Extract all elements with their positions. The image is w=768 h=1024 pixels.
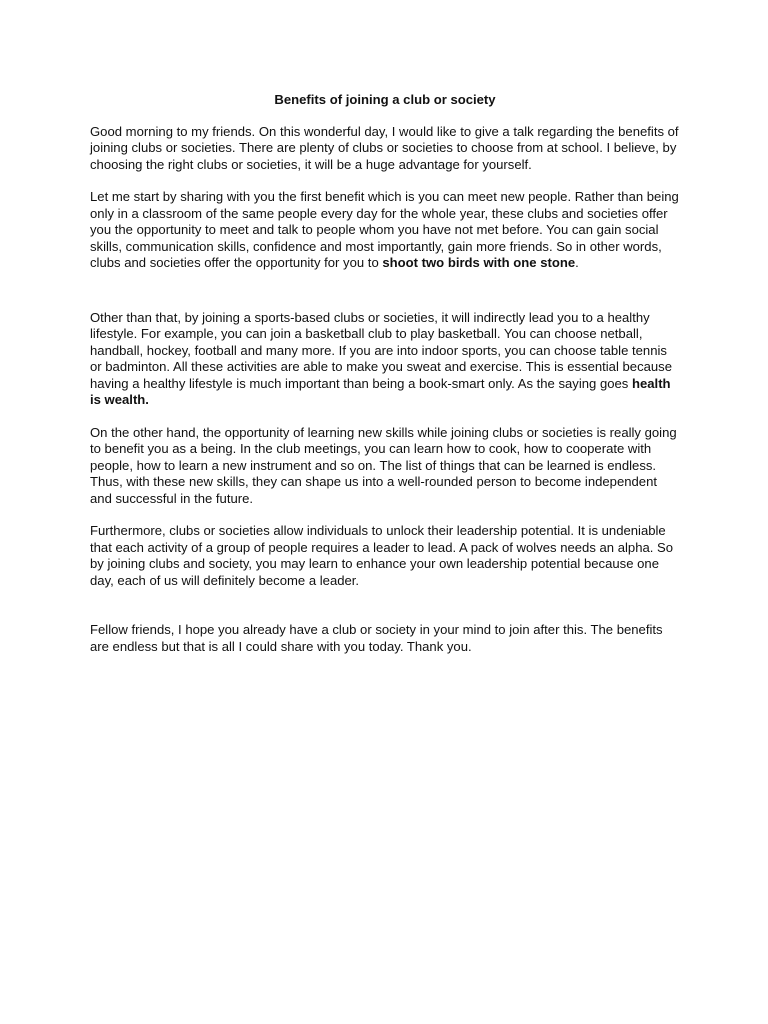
paragraph-healthy-lifestyle-text: Other than that, by joining a sports-based clubs or societies, it will indirectly lead you to a healthy lifestyle. For example, you can join a basketball club to play basketball. You can choose netball, handball, hockey, football and many more. If you are into indoor sports, you can choose table tennis or badminton. All these activities are able to make you sweat and exercise. This is essential because having a healthy lifestyle is much important than being a book-smart only. As the saying goes (90, 309, 673, 391)
paragraph-meet-new-people-bold: shoot two birds with one stone (382, 255, 576, 270)
paragraph-new-skills (90, 425, 680, 508)
paragraph-healthy-lifestyle-bold: health is wealth. (90, 375, 671, 407)
paragraph-meet-new-people-text: Let me start by sharing with you the first benefit which is you can meet new people. Rather than being only in a classroom of the same people every day for the whole year, these clubs and societies offer you the opportunity to meet and talk to people whom you have not met before. You can gain social skills, communication skills, confidence and most importantly, gain more friends. So in other words, clubs and societies offer the opportunity for you to (90, 189, 679, 270)
paragraph-intro-text: Good morning to my friends. On this wonderful day, I would like to give a talk regarding the benefits of joining clubs or societies. There are plenty of clubs or societies to choose from at school. I believe, by choosing the right clubs or societies, it will be a huge advantage for yourself. (90, 123, 679, 172)
paragraph-intro (90, 124, 680, 174)
document-title: Benefits of joining a club or society (274, 92, 496, 107)
paragraph-closing (90, 622, 680, 655)
paragraph-meet-new-people-end: . (575, 255, 579, 270)
paragraph-meet-new-people (90, 189, 680, 272)
paragraph-leadership-text: Furthermore, clubs or societies allow individuals to unlock their leadership potential. It is undeniable that each activity of a group of people requires a leader to lead. A pack of wolves needs an alpha. So by joining clubs and society, you may learn to enhance your own leadership potential because one day, each of us will definitely become a leader. (90, 523, 674, 588)
paragraph-leadership (90, 523, 680, 589)
document-page (90, 92, 680, 671)
paragraph-healthy-lifestyle (90, 310, 680, 409)
paragraph-new-skills-text: On the other hand, the opportunity of learning new skills while joining clubs or societies is really going to benefit you as a being. In the club meetings, you can learn how to cook, how to cooperate with people, how to learn a new instrument and so on. The list of things that can be learned is endless. Thus, with these new skills, they can shape us into a well-rounded person to become independent and successful in the future. (90, 424, 677, 506)
paragraph-closing-text: Fellow friends, I hope you already have a club or society in your mind to join after this. The benefits are endless but that is all I could share with you today. Thank you. (90, 622, 663, 654)
